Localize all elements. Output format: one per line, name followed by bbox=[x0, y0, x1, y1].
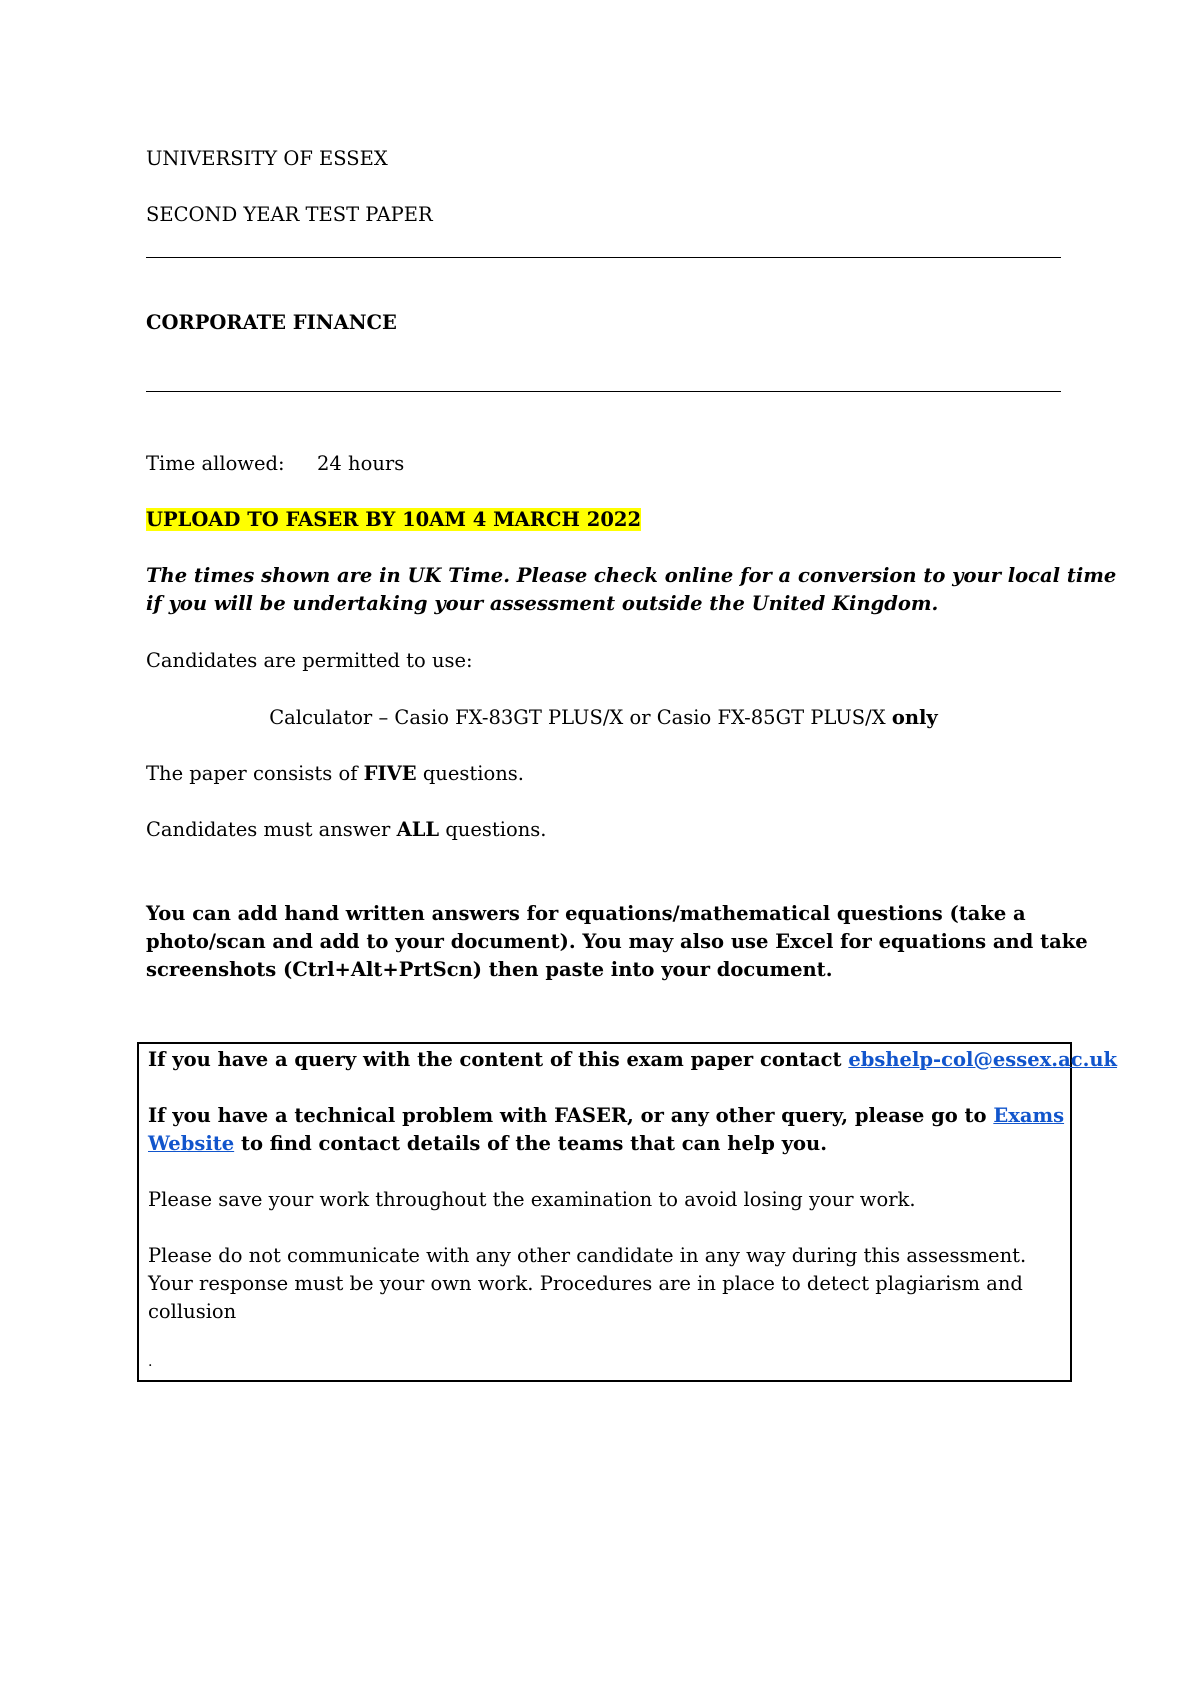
trailing-dot: . bbox=[148, 1354, 153, 1370]
handwritten-note-line2: photo/scan and add to your document). You may also use Excel for equations and take bbox=[146, 930, 1088, 953]
conduct-line2: Your response must be your own work. Procedures are in place to detect plagiarism and bbox=[148, 1272, 1023, 1295]
upload-notice bbox=[146, 508, 641, 531]
timezone-note-line2: if you will be undertaking your assessment outside the United Kingdom. bbox=[146, 592, 939, 615]
exams-website-link-part1[interactable]: Exams bbox=[993, 1104, 1065, 1127]
tech-suffix: to find contact details of the teams that can help you. bbox=[240, 1132, 827, 1155]
question-count bbox=[146, 762, 524, 785]
conduct-line1: Please do not communicate with any other candidate in any way during this assessment. bbox=[148, 1244, 1027, 1267]
time-label: Time allowed: bbox=[146, 452, 285, 475]
permitted-intro: Candidates are permitted to use: bbox=[146, 649, 473, 672]
upload-deadline: UPLOAD TO FASER BY 10AM 4 MARCH 2022 bbox=[146, 508, 642, 531]
answer-suffix: questions. bbox=[445, 818, 547, 841]
answer-word: ALL bbox=[396, 818, 440, 841]
timezone-note-line1: The times shown are in UK Time. Please check online for a conversion to your local time bbox=[146, 564, 1117, 587]
save-note: Please save your work throughout the examination to avoid losing your work. bbox=[148, 1188, 916, 1211]
tech-line1 bbox=[148, 1104, 1064, 1127]
question-count-prefix: The paper consists of bbox=[146, 762, 358, 785]
course-title: CORPORATE FINANCE bbox=[146, 311, 397, 334]
bottom-divider bbox=[146, 391, 1061, 392]
question-count-suffix: questions. bbox=[422, 762, 524, 785]
calculator-only: only bbox=[891, 706, 938, 729]
support-email-link[interactable]: ebshelp-col@essex.ac.uk bbox=[848, 1048, 1118, 1071]
university-name: UNIVERSITY OF ESSEX bbox=[146, 147, 388, 170]
tech-prefix: If you have a technical problem with FASER, or any other query, please go to bbox=[148, 1104, 987, 1127]
time-value: 24 hours bbox=[317, 452, 405, 475]
query-prefix: If you have a query with the content of this exam paper contact bbox=[148, 1048, 842, 1071]
time-allowed bbox=[146, 452, 404, 475]
info-box bbox=[137, 1042, 1118, 1382]
paper-type: SECOND YEAR TEST PAPER bbox=[146, 203, 433, 226]
handwritten-note-line1: You can add hand written answers for equations/mathematical questions (take a bbox=[146, 902, 1026, 925]
calculator-models: Calculator – Casio FX-83GT PLUS/X or Casio FX-85GT PLUS/X bbox=[269, 706, 886, 729]
answer-instruction bbox=[146, 818, 547, 841]
query-line bbox=[148, 1048, 1117, 1071]
exams-website-link-part2[interactable]: Website bbox=[148, 1132, 235, 1155]
calculator-line bbox=[146, 706, 1061, 729]
tech-line2 bbox=[148, 1132, 827, 1155]
answer-prefix: Candidates must answer bbox=[146, 818, 391, 841]
conduct-line3: collusion bbox=[148, 1300, 237, 1323]
handwritten-note-line3: screenshots (Ctrl+Alt+PrtScn) then paste into your document. bbox=[146, 958, 833, 981]
question-count-word: FIVE bbox=[363, 762, 417, 785]
top-divider bbox=[146, 257, 1061, 258]
